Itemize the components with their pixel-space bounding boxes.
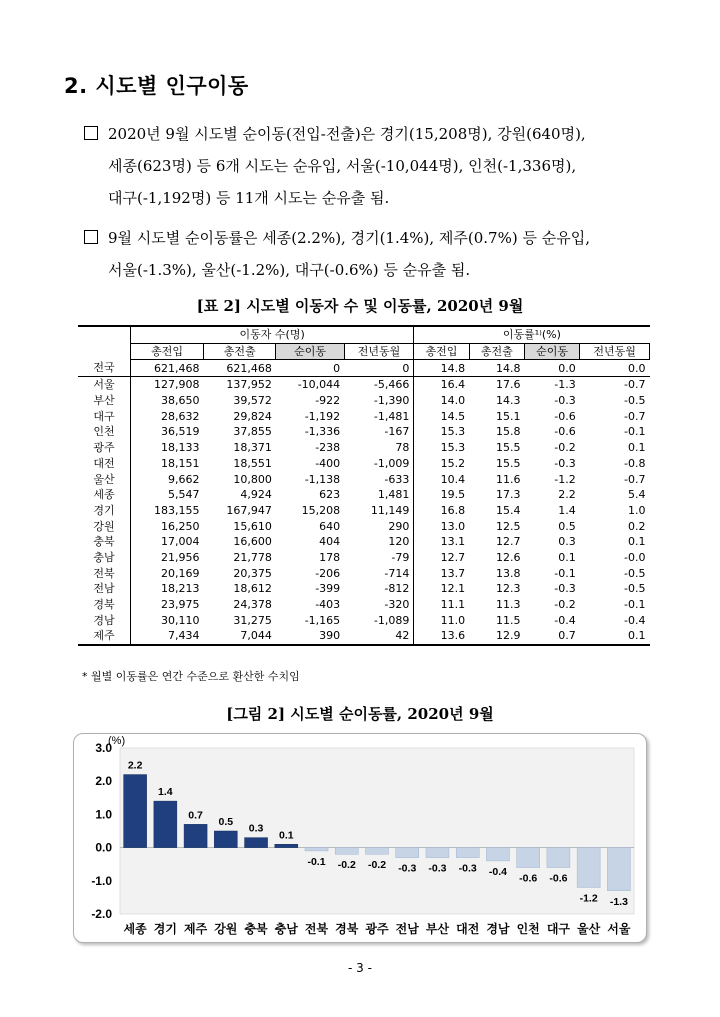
x-tick-label: 울산 (577, 922, 601, 936)
data-label: 1.4 (158, 786, 173, 799)
bar (124, 775, 147, 848)
table-row (78, 393, 650, 409)
table-row (78, 456, 650, 472)
value-cell: 23,975 (131, 597, 204, 613)
region-cell: 경북 (93, 598, 115, 612)
value-cell: 29,824 (233, 409, 272, 423)
value-cell: -206 (315, 566, 341, 580)
chart-frame (73, 733, 647, 943)
value-cell: 11.1 (414, 597, 469, 613)
value-cell: 11.6 (495, 472, 521, 486)
value-cell: -922 (315, 394, 341, 408)
page-number: - 3 - (348, 961, 372, 975)
migration-table (78, 325, 650, 646)
value-cell: 120 (388, 535, 410, 549)
bar (607, 848, 630, 891)
x-tick-label: 전남 (395, 922, 419, 936)
data-label: -0.6 (549, 872, 568, 885)
value-cell: 183,155 (131, 503, 204, 519)
value-cell: 16,250 (131, 518, 204, 534)
value-cell: -320 (384, 598, 410, 612)
bullet-1-line-1: 2020년 9월 시도별 순이동(전입-전출)은 경기(15,208명), 강원(640명), (108, 125, 586, 143)
value-cell: 15,610 (233, 519, 272, 533)
value-cell: -0.1 (624, 598, 646, 612)
value-cell: -399 (315, 582, 341, 596)
value-cell: 621,468 (131, 360, 204, 377)
checkbox-bullet-icon (84, 230, 98, 244)
bar (456, 848, 479, 858)
value-cell: 18,371 (233, 441, 272, 455)
table-row (78, 503, 650, 519)
value-cell: 14.8 (414, 360, 469, 377)
value-cell: 1.4 (558, 503, 576, 517)
value-cell: -1.3 (554, 378, 576, 392)
value-cell: -1,481 (373, 409, 410, 423)
value-cell: 17.6 (495, 378, 521, 392)
value-cell: 17,004 (131, 534, 204, 550)
table-row (78, 550, 650, 566)
y-tick-label: -2.0 (91, 907, 112, 921)
table-row (78, 565, 650, 581)
value-cell: -1,165 (304, 613, 341, 627)
value-cell: -0.3 (554, 394, 576, 408)
region-cell: 서울 (93, 378, 115, 392)
region-cell: 경남 (93, 613, 115, 627)
x-tick-label: 충남 (274, 922, 298, 936)
table-row (78, 612, 650, 628)
table-body (78, 360, 650, 645)
value-cell: -1,336 (304, 425, 341, 439)
value-cell: 15.8 (495, 425, 521, 439)
value-cell: -812 (384, 582, 410, 596)
value-cell: -0.3 (554, 582, 576, 596)
value-cell: -79 (391, 550, 410, 564)
value-cell: -0.5 (624, 394, 646, 408)
x-tick-label: 충북 (244, 922, 268, 936)
y-unit-label: (%) (108, 735, 126, 747)
value-cell: 137,952 (226, 378, 272, 392)
value-cell: 37,855 (233, 425, 272, 439)
region-cell: 전남 (93, 582, 115, 596)
value-cell: 2.2 (558, 488, 576, 502)
value-cell: 20,169 (131, 565, 204, 581)
value-cell: 13.7 (414, 565, 469, 581)
value-cell: 0.1 (628, 535, 646, 549)
value-cell: -403 (315, 598, 341, 612)
checkbox-bullet-icon (84, 126, 98, 140)
data-label: -0.3 (428, 862, 447, 875)
data-label: 0.3 (248, 822, 264, 835)
value-cell: 0.1 (580, 628, 650, 645)
bar (517, 848, 540, 868)
data-label: -0.6 (519, 872, 538, 885)
region-cell: 광주 (93, 441, 115, 455)
value-cell: 21,956 (131, 550, 204, 566)
bar (154, 801, 177, 847)
value-cell: -0.5 (624, 566, 646, 580)
bar (214, 831, 237, 848)
value-cell: 13.1 (414, 534, 469, 550)
value-cell: 13.6 (414, 628, 469, 645)
value-cell: 7,044 (204, 628, 276, 645)
data-label: -0.3 (458, 862, 477, 875)
subheader-cell: 총전출 (469, 343, 524, 360)
value-cell: -0.4 (624, 613, 646, 627)
bar (366, 848, 389, 855)
header-group-rates: 이동률¹⁾(%) (414, 326, 650, 343)
region-cell: 전북 (93, 566, 115, 580)
region-cell: 충남 (93, 550, 115, 564)
x-tick-label: 강원 (214, 922, 238, 936)
table-caption: [표 2] 시도별 이동자 수 및 이동률, 2020년 9월 (196, 297, 524, 315)
value-cell: 7,434 (131, 628, 204, 645)
value-cell: -1,089 (373, 613, 410, 627)
subheader-cell: 총전입 (131, 343, 204, 360)
value-cell: 17.3 (495, 488, 521, 502)
value-cell: 18,213 (131, 581, 204, 597)
subheader-cell: 순이동 (524, 343, 579, 360)
bar (426, 848, 449, 858)
value-cell: 39,572 (233, 394, 272, 408)
bar (335, 848, 358, 855)
bullet-paragraph-2 (84, 222, 674, 286)
data-label: -1.2 (579, 892, 598, 905)
value-cell: 12.5 (495, 519, 521, 533)
value-cell: 12.7 (414, 550, 469, 566)
value-cell: 0.0 (524, 360, 579, 377)
table-row (78, 628, 650, 645)
value-cell: 11.3 (495, 598, 521, 612)
value-cell: -238 (315, 441, 341, 455)
value-cell: 31,275 (233, 613, 272, 627)
value-cell: 0.2 (628, 519, 646, 533)
value-cell: 15,208 (301, 503, 341, 517)
value-cell: 1,481 (377, 488, 410, 502)
value-cell: 11,149 (370, 503, 410, 517)
section-title: 2. 시도별 인구이동 (64, 74, 249, 98)
value-cell: 14.8 (469, 360, 524, 377)
value-cell: -0.6 (554, 425, 576, 439)
value-cell: 15.5 (495, 456, 521, 470)
value-cell: 0.0 (580, 360, 650, 377)
value-cell: 9,662 (131, 471, 204, 487)
value-cell: 13.8 (495, 566, 521, 580)
x-tick-label: 세종 (123, 922, 147, 936)
region-cell: 경기 (93, 503, 115, 517)
value-cell: 15.3 (414, 440, 469, 456)
value-cell: -1,138 (304, 472, 341, 486)
value-cell: 13.0 (414, 518, 469, 534)
x-tick-label: 전북 (304, 922, 329, 936)
bullet-1-line-2: 세종(623명) 등 6개 시도는 순유입, 서울(-10,044명), 인천(-1,336명), (108, 157, 577, 175)
value-cell: 14.0 (414, 393, 469, 409)
value-cell: 0.1 (628, 441, 646, 455)
data-label: 2.2 (127, 759, 143, 772)
bullet-1-line-3: 대구(-1,192명) 등 11개 시도는 순유출 됨. (108, 189, 390, 207)
x-tick-label: 인천 (516, 922, 540, 936)
value-cell: 167,947 (226, 503, 272, 517)
y-tick-label: 1.0 (95, 807, 112, 822)
value-cell: -1.2 (554, 472, 576, 486)
value-cell: -633 (384, 472, 410, 486)
value-cell: 621,468 (204, 360, 276, 377)
value-cell: -0.7 (624, 472, 646, 486)
value-cell: 0.3 (558, 535, 576, 549)
header-group-movers: 이동자 수(명) (131, 326, 414, 343)
bar (245, 838, 268, 848)
region-cell: 세종 (93, 488, 115, 502)
data-label: -0.1 (307, 855, 326, 868)
value-cell: 0.1 (558, 550, 576, 564)
value-cell: -0.1 (554, 566, 576, 580)
value-cell: 0.7 (524, 628, 579, 645)
x-tick-label: 경남 (486, 922, 510, 936)
table-row (78, 471, 650, 487)
value-cell: -1,390 (373, 394, 410, 408)
value-cell: 623 (319, 488, 341, 502)
x-tick-label: 경기 (153, 922, 177, 936)
data-label: -1.3 (609, 895, 628, 908)
value-cell: -0.2 (554, 598, 576, 612)
value-cell: 15.5 (495, 441, 521, 455)
value-cell: 5,547 (131, 487, 204, 503)
value-cell: 0 (344, 360, 414, 377)
table-row (78, 408, 650, 424)
table-footnote: * 월별 이동률은 연간 수준으로 환산한 수치임 (82, 670, 300, 683)
table-row (78, 377, 650, 393)
value-cell: 12.3 (495, 582, 521, 596)
value-cell: 78 (395, 441, 410, 455)
subheader-cell: 전년동월 (580, 343, 650, 360)
region-cell: 충북 (93, 535, 115, 549)
value-cell: -0.0 (624, 550, 646, 564)
value-cell: 18,551 (233, 456, 272, 470)
value-cell: 16.4 (414, 377, 469, 393)
value-cell: -0.6 (554, 409, 576, 423)
table-row (78, 424, 650, 440)
value-cell: 1.0 (628, 503, 646, 517)
bar (547, 848, 570, 868)
value-cell: -0.7 (624, 378, 646, 392)
value-cell: 21,778 (233, 550, 272, 564)
bar (275, 844, 298, 847)
x-tick-label: 제주 (183, 922, 208, 936)
value-cell: 404 (319, 535, 341, 549)
x-tick-label: 대전 (456, 922, 480, 936)
region-cell: 대구 (93, 409, 115, 423)
value-cell: 16,600 (233, 535, 272, 549)
y-tick-label: 2.0 (95, 774, 112, 789)
value-cell: -0.7 (624, 409, 646, 423)
x-tick-label: 서울 (607, 922, 631, 936)
x-tick-label: 대구 (546, 922, 571, 936)
x-tick-label: 부산 (425, 922, 450, 936)
value-cell: 19.5 (414, 487, 469, 503)
table-row (78, 360, 650, 377)
table-corner-cell (78, 326, 131, 360)
value-cell: 12.7 (495, 535, 521, 549)
region-cell: 전국 (78, 360, 131, 377)
value-cell: 14.5 (414, 408, 469, 424)
region-cell: 강원 (93, 519, 115, 533)
value-cell: 36,519 (131, 424, 204, 440)
value-cell: -1,192 (304, 409, 341, 423)
y-tick-label: 3.0 (95, 741, 112, 755)
x-tick-label: 경북 (335, 922, 359, 936)
value-cell: 20,375 (233, 566, 272, 580)
value-cell: -0.1 (624, 425, 646, 439)
value-cell: 15.4 (495, 503, 521, 517)
net-migration-rate-chart (74, 734, 646, 942)
bullet-2-line-2: 서울(-1.3%), 울산(-1.2%), 대구(-0.6%) 등 순유출 됨. (108, 261, 471, 279)
data-label: -0.4 (488, 865, 507, 878)
value-cell: -0.4 (554, 613, 576, 627)
data-label: 0.5 (218, 816, 234, 828)
subheader-cell: 총전출 (204, 343, 276, 360)
value-cell: 16.8 (414, 503, 469, 519)
value-cell: -0.8 (624, 456, 646, 470)
value-cell: 28,632 (131, 408, 204, 424)
bar (396, 848, 419, 858)
region-cell: 제주 (78, 628, 131, 645)
subheader-cell: 전년동월 (344, 343, 414, 360)
value-cell: 14.3 (495, 394, 521, 408)
table-row (78, 534, 650, 550)
value-cell: 290 (388, 519, 410, 533)
bar (486, 848, 509, 861)
value-cell: 18,612 (233, 582, 272, 596)
value-cell: 15.2 (414, 456, 469, 472)
value-cell: 0.5 (558, 519, 576, 533)
table-row (78, 518, 650, 534)
value-cell: 12.6 (495, 550, 521, 564)
table-row (78, 487, 650, 503)
value-cell: 15.1 (495, 409, 521, 423)
region-cell: 부산 (93, 394, 115, 408)
data-label: 0.7 (188, 809, 203, 822)
value-cell: -10,044 (297, 378, 341, 392)
x-tick-label: 광주 (365, 922, 389, 936)
value-cell: 640 (319, 519, 341, 533)
value-cell: -1,009 (373, 456, 410, 470)
value-cell: 127,908 (131, 377, 204, 393)
table-row (78, 597, 650, 613)
value-cell: -0.5 (624, 582, 646, 596)
y-tick-label: -1.0 (91, 873, 112, 888)
value-cell: 18,133 (131, 440, 204, 456)
value-cell: 12.9 (469, 628, 524, 645)
value-cell: -400 (315, 456, 341, 470)
value-cell: 24,378 (233, 598, 272, 612)
value-cell: 0 (276, 360, 344, 377)
subheader-cell: 총전입 (414, 343, 469, 360)
data-label: 0.1 (278, 829, 294, 842)
region-cell: 인천 (93, 425, 115, 439)
bullet-paragraph-1 (84, 118, 674, 214)
data-label: -0.2 (367, 859, 387, 872)
bar (184, 824, 207, 847)
bar (305, 848, 328, 851)
figure-caption: [그림 2] 시도별 순이동률, 2020년 9월 (226, 705, 494, 723)
bar (577, 848, 600, 888)
value-cell: 178 (319, 550, 341, 564)
value-cell: 18,151 (131, 456, 204, 472)
value-cell: 11.5 (495, 613, 521, 627)
value-cell: 12.1 (414, 581, 469, 597)
value-cell: 5.4 (628, 488, 646, 502)
bullet-2-line-1: 9월 시도별 순이동률은 세종(2.2%), 경기(1.4%), 제주(0.7%) 등 순유입, (108, 229, 590, 247)
value-cell: 38,650 (131, 393, 204, 409)
value-cell: -167 (384, 425, 410, 439)
subheader-cell: 순이동 (276, 343, 344, 360)
table-row (78, 440, 650, 456)
data-label: -0.2 (337, 859, 356, 872)
data-label: -0.3 (398, 862, 417, 875)
region-cell: 대전 (93, 456, 115, 470)
value-cell: 10.4 (414, 471, 469, 487)
value-cell: 42 (344, 628, 414, 645)
y-tick-label: 0.0 (95, 840, 112, 855)
value-cell: -714 (384, 566, 410, 580)
region-cell: 울산 (93, 472, 115, 486)
value-cell: 15.3 (414, 424, 469, 440)
value-cell: -5,466 (373, 378, 410, 392)
value-cell: 30,110 (131, 612, 204, 628)
value-cell: -0.3 (554, 456, 576, 470)
value-cell: 390 (276, 628, 344, 645)
value-cell: -0.2 (554, 441, 576, 455)
value-cell: 10,800 (233, 472, 272, 486)
table-row (78, 581, 650, 597)
value-cell: 11.0 (414, 612, 469, 628)
value-cell: 4,924 (240, 488, 272, 502)
